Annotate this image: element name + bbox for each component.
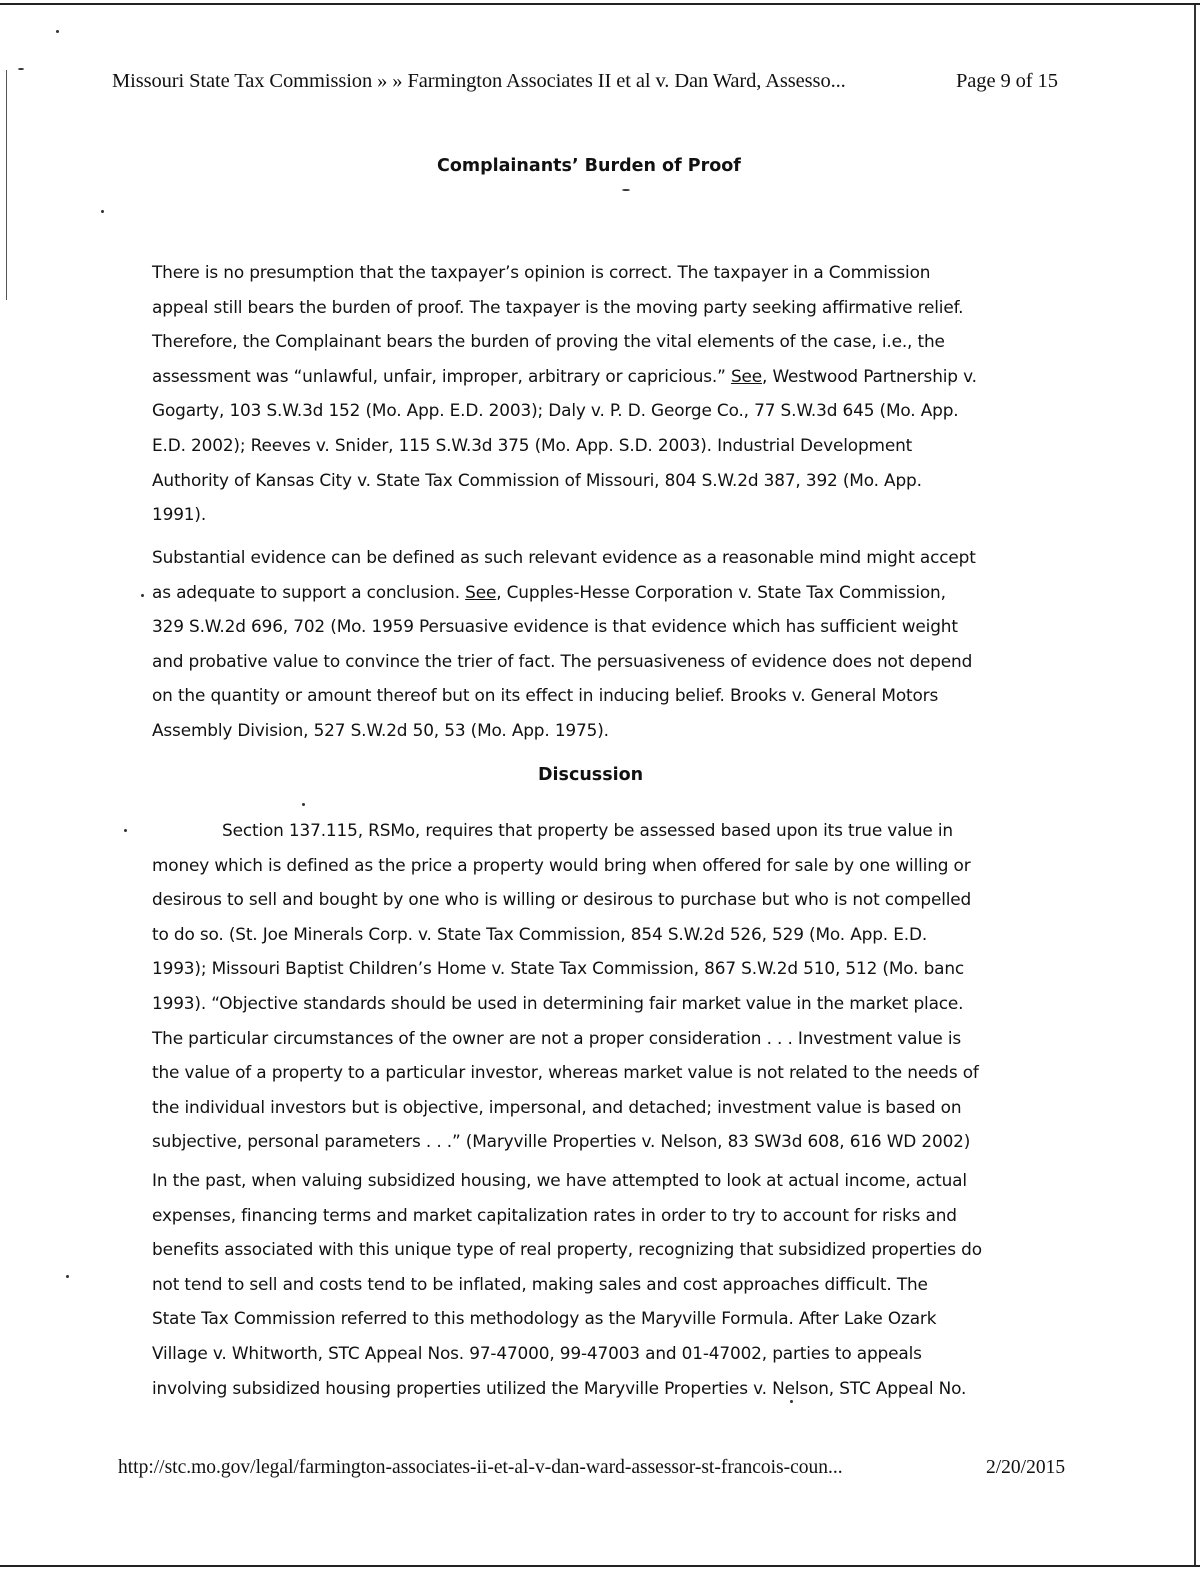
text-line: 329 S.W.2d 696, 702 (Mo. 1959 Persuasive evidence is that evidence which has sufficient weight [152,616,958,637]
text-line: subjective, personal parameters . . .” (Maryville Properties v. Nelson, 83 SW3d 608, 616 WD 2002) [152,1131,971,1152]
discussion-heading: Discussion [538,765,644,785]
text-line: 1993); Missouri Baptist Children’s Home v. State Tax Commission, 867 S.W.2d 510, 512 (Mo. banc [152,958,965,979]
text-line: expenses, financing terms and market capitalization rates in order to try to account for risks and [152,1204,957,1225]
text-line: E.D. 2002); Reeves v. Snider, 115 S.W.3d 375 (Mo. App. S.D. 2003). Industrial Development [152,434,913,455]
scan-speck [101,210,104,213]
text-line: involving subsidized housing properties utilized the Maryville Properties v. Nelson, STC Appeal No. [152,1377,967,1398]
text-line: the value of a property to a particular investor, whereas market value is not related to the needs of [152,1062,979,1083]
scan-speck [56,30,59,33]
scan-speck [302,803,305,806]
scan-edge-left [6,70,7,300]
burden-paragraph-1 [152,255,1032,532]
text-line: The particular circumstances of the owner are not a proper consideration . . . Investment value is [152,1027,962,1048]
text-line: Section 137.115, RSMo, requires that property be assessed based upon its true value in [222,820,953,840]
text-line: 1991). [152,504,207,525]
scan-speck [141,594,144,597]
text-line: Authority of Kansas City v. State Tax Commission of Missouri, 804 S.W.2d 387, 392 (Mo. App. [152,469,922,490]
print-header [112,70,1072,93]
scan-edge-bottom [0,1565,1200,1567]
burden-of-proof-heading: Complainants’ Burden of Proof [437,156,741,176]
scan-edge-right [1194,5,1196,1565]
text-line: as adequate to support a conclusion. See, Cupples-Hesse Corporation v. State Tax Commission, [152,581,946,602]
text-line: 1993). “Objective standards should be used in determining fair market value in the market place. [152,992,964,1013]
burden-paragraph-2 [152,540,1032,748]
text-line: not tend to sell and costs tend to be inflated, making sales and cost approaches difficult. The [152,1273,928,1294]
footer-date: 2/20/2015 [986,1457,1066,1478]
print-footer [118,1457,1068,1479]
scan-speck [124,829,127,832]
underlined-signal-word: See [465,581,497,602]
discussion-paragraph-1 [152,813,1032,1159]
text-line: Gogarty, 103 S.W.3d 152 (Mo. App. E.D. 2003); Daly v. P. D. George Co., 77 S.W.3d 645 (Mo. App. [152,400,959,421]
scan-speck [622,189,630,191]
header-page-indicator: Page 9 of 15 [956,70,1058,92]
footer-url: http://stc.mo.gov/legal/farmington-associates-ii-et-al-v-dan-ward-assessor-st-francois-coun... [118,1457,843,1478]
text-line: the individual investors but is objective, impersonal, and detached; investment value is based on [152,1096,962,1117]
text-line: benefits associated with this unique type of real property, recognizing that subsidized properties do [152,1239,982,1260]
text-line: State Tax Commission referred to this methodology as the Maryville Formula. After Lake Ozark [152,1308,937,1329]
underlined-signal-word: See [730,365,763,386]
text-line: Substantial evidence can be defined as such relevant evidence as a reasonable mind might accept [152,547,976,567]
scan-edge-top [0,3,1200,5]
scan-speck [66,1275,69,1278]
text-line: to do so. (St. Joe Minerals Corp. v. State Tax Commission, 854 S.W.2d 526, 529 (Mo. App. E.D. [152,923,928,944]
text-line: There is no presumption that the taxpayer’s opinion is correct. The taxpayer in a Commission [152,262,931,282]
text-line: desirous to sell and bought by one who is willing or desirous to purchase but who is not compelled [152,889,972,910]
text-line: In the past, when valuing subsidized housing, we have attempted to look at actual income, actual [152,1170,967,1190]
text-line: money which is defined as the price a property would bring when offered for sale by one willing or [152,854,971,875]
text-line: Assembly Division, 527 S.W.2d 50, 53 (Mo. App. 1975). [152,719,609,740]
text-line: Therefore, the Complainant bears the burden of proving the vital elements of the case, i.e., the [152,331,945,352]
text-line: assessment was “unlawful, unfair, improper, arbitrary or capricious.” See, Westwood Partnership v. [152,365,977,386]
header-site-title: Missouri State Tax Commission » » Farmington Associates II et al v. Dan Ward, Assesso... [112,70,846,92]
scan-speck [18,68,24,70]
discussion-paragraph-2 [152,1163,1032,1405]
text-line: and probative value to convince the trier of fact. The persuasiveness of evidence does not depend [152,650,973,671]
text-line: Village v. Whitworth, STC Appeal Nos. 97-47000, 99-47003 and 01-47002, parties to appeals [152,1342,922,1363]
text-line: on the quantity or amount thereof but on its effect in inducing belief. Brooks v. General Motors [152,685,939,706]
text-line: appeal still bears the burden of proof. The taxpayer is the moving party seeking affirmative relief. [152,296,964,317]
